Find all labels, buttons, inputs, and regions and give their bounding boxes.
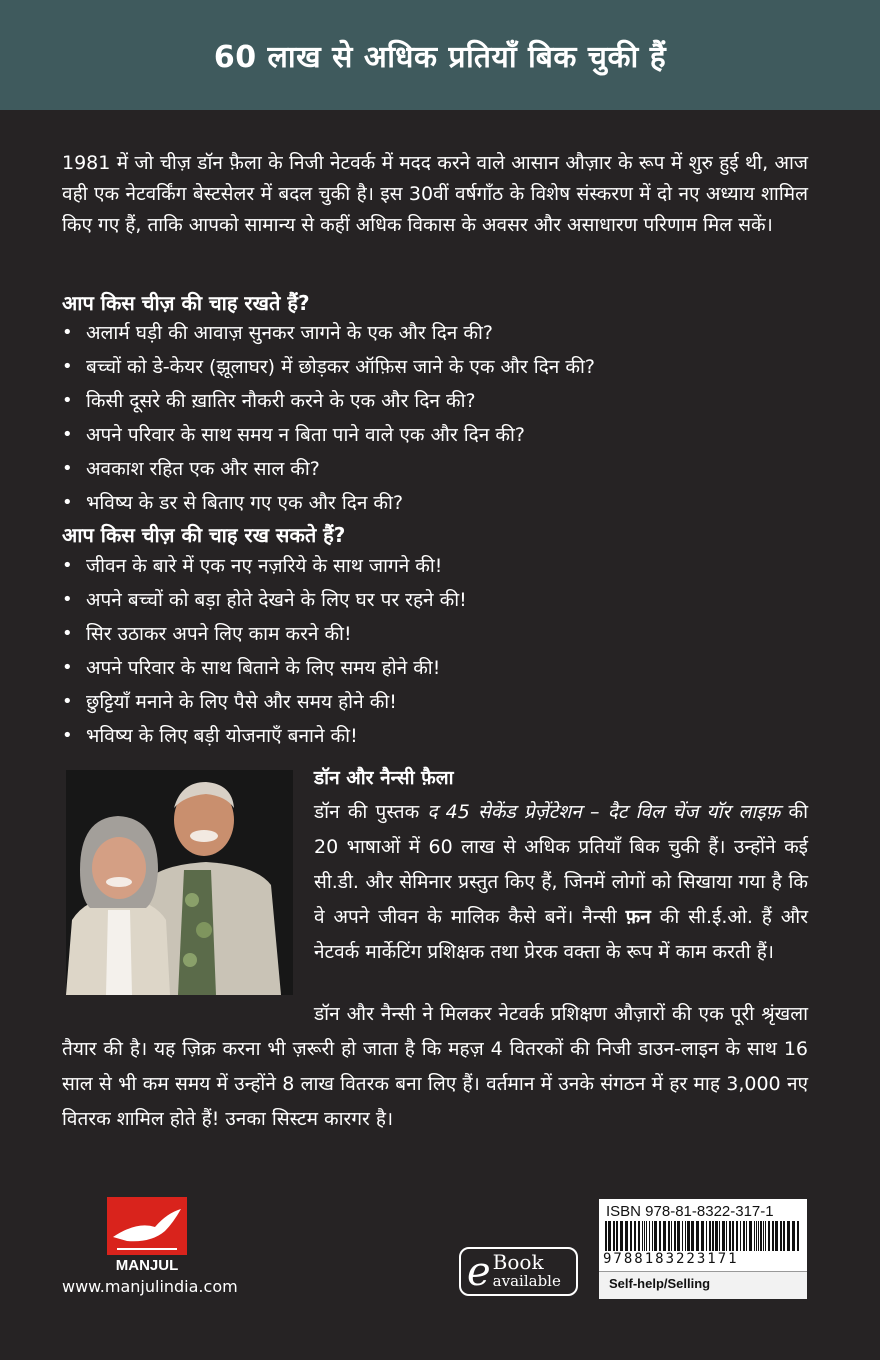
barcode-bar (696, 1221, 699, 1251)
bullet-icon: • (62, 623, 73, 644)
section1-item (62, 452, 595, 486)
closing-paragraph: डॉन और नैन्सी ने मिलकर नेटवर्क प्रशिक्षण औज़ारों की एक पूरी श्रृंखला तैयार की है। यह ज़िक्र करना भी ज़रूरी हो जाता है कि महज़ 4 वितरकों की निजी डाउन-लाइन के साथ 16 साल से भी कम समय में उन्होंने 8 लाख वितरक बना लिए हैं। वर्तमान में उनके संगठन में हर माह 3,000 नए वितरक शामिल होते हैं! उनका सिस्टम कारगर है। (62, 1003, 808, 1130)
section2-item (62, 583, 467, 617)
barcode-bar (638, 1221, 640, 1251)
author-name: डॉन और नैन्सी फ़ैला (314, 767, 454, 789)
barcode-bar (787, 1221, 790, 1251)
section1-item-text: अपने परिवार के साथ समय न बिता पाने वाले एक और दिन की? (86, 424, 525, 446)
barcode-bar (775, 1221, 778, 1251)
barcode-bar (772, 1221, 774, 1251)
section2-item-text: अपने परिवार के साथ बिताने के लिए समय होने की! (86, 657, 441, 679)
subject-label: Self-help/Selling (609, 1276, 711, 1291)
barcode-bar (613, 1221, 615, 1251)
barcode-bar (668, 1221, 670, 1251)
barcode-bar (654, 1221, 657, 1251)
barcode-bar (715, 1221, 718, 1251)
author-photo (66, 770, 293, 995)
bullet-icon: • (62, 725, 73, 746)
section2-item-text: सिर उठाकर अपने लिए काम करने की! (86, 623, 352, 645)
logo-text: MANJUL (115, 1257, 179, 1273)
section1-item (62, 316, 595, 350)
section2-item (62, 685, 467, 719)
top-banner (0, 0, 880, 110)
section1-item-text: अवकाश रहित एक और साल की? (86, 458, 320, 480)
barcode-bar (677, 1221, 680, 1251)
bullet-icon: • (62, 322, 73, 343)
section2-item-text: भविष्य के लिए बड़ी योजनाएँ बनाने की! (86, 725, 358, 747)
barcode-bar (706, 1221, 707, 1251)
section1-item (62, 350, 595, 384)
barcode-bar (740, 1221, 741, 1251)
barcode-bar (760, 1221, 762, 1251)
barcode-bar (691, 1221, 694, 1251)
section1-heading: आप किस चीज़ की चाह रखते हैं? (62, 291, 310, 315)
ebook-line2: available (492, 1271, 561, 1290)
barcode-bar (644, 1221, 645, 1251)
barcode-bar (746, 1221, 747, 1251)
bullet-icon: • (62, 589, 73, 610)
barcode-bar (685, 1221, 686, 1251)
barcode-bar (663, 1221, 666, 1251)
publisher-website[interactable]: www.manjulindia.com (62, 1277, 238, 1296)
section1-list (62, 316, 595, 520)
section2-item-text: छुट्टियाँ मनाने के लिए पैसे और समय होने की! (86, 691, 397, 713)
barcode-bar (743, 1221, 745, 1251)
isbn-text: ISBN 978-81-8322-317-1 (606, 1203, 774, 1220)
barcode-bar (701, 1221, 704, 1251)
barcode-bar (783, 1221, 785, 1251)
barcode-bar (625, 1221, 628, 1251)
section2-item-text: जीवन के बारे में एक नए नज़रिये के साथ जागने की! (86, 555, 443, 577)
section2-item-text: अपने बच्चों को बड़ा होते देखने के लिए घर पर रहने की! (86, 589, 467, 611)
barcode-bar (634, 1221, 636, 1251)
barcode-bar (768, 1221, 770, 1251)
section1-item-text: भविष्य के डर से बिताए गए एक और दिन की? (86, 492, 404, 514)
bullet-icon: • (62, 424, 73, 445)
section2-heading: आप किस चीज़ की चाह रख सकते हैं? (62, 523, 346, 547)
bullet-icon: • (62, 555, 73, 576)
section1-item-text: अलार्म घड़ी की आवाज़ सुनकर जागने के एक और दिन की? (86, 322, 493, 344)
barcode-bars (605, 1221, 801, 1251)
section2-item (62, 719, 467, 753)
bio-text-3: की सी.ई.ओ. हैं और नेटवर्क मार्केटिंग प्रशिक्षक तथा प्रेरक वक्ता के रूप में काम करती हैं। (314, 906, 809, 963)
author-bio (314, 795, 808, 970)
section1-item (62, 486, 595, 520)
bio-text-2: की 20 भाषाओं में 60 लाख से अधिक प्रतियाँ बिक चुकी हैं। उन्होंने कई सी.डी. और सेमिनार प्रस्तुत किए हैं, जिनमें लोगों को सिखाया गया है कि वे अपने जीवन के मालिक कैसे बनें। नैन्सी (314, 801, 808, 928)
barcode-bar (726, 1221, 727, 1251)
book-title: द 45 सेकेंड प्रेज़ेंटेशन – दैट विल चेंज यॉर लाइफ़ (427, 801, 781, 823)
barcode-bar (620, 1221, 623, 1251)
bullet-icon: • (62, 390, 73, 411)
bullet-icon: • (62, 657, 73, 678)
barcode-bar (649, 1221, 650, 1251)
barcode-bar (605, 1221, 607, 1251)
barcode-bar (671, 1221, 672, 1251)
barcode-bar (719, 1221, 720, 1251)
barcode-bar (682, 1221, 683, 1251)
bullet-icon: • (62, 458, 73, 479)
barcode-bar (754, 1221, 755, 1251)
barcode-bar (616, 1221, 618, 1251)
barcode-bar (712, 1221, 714, 1251)
barcode-bar (709, 1221, 711, 1251)
barcode-block (599, 1199, 807, 1298)
barcode-bar (722, 1221, 725, 1251)
barcode-bar (608, 1221, 611, 1251)
barcode-bar (642, 1221, 643, 1251)
section1-item (62, 418, 595, 452)
bio-text-1: डॉन की पुस्तक (314, 801, 428, 823)
barcode-bar (749, 1221, 752, 1251)
bullet-icon: • (62, 356, 73, 377)
section1-item-text: किसी दूसरे की ख़ातिर नौकरी करने के एक और दिन की? (86, 390, 476, 412)
barcode-bar (652, 1221, 653, 1251)
section1-item-text: बच्चों को डे-केयर (झूलाघर) में छोड़कर ऑफ़िस जाने के एक और दिन की? (86, 356, 595, 378)
barcode-bar (797, 1221, 799, 1251)
barcode-bar (763, 1221, 764, 1251)
barcode-bar (758, 1221, 759, 1251)
barcode-bar (630, 1221, 632, 1251)
barcode-bar (765, 1221, 766, 1251)
manjul-logo (107, 1197, 187, 1273)
section2-item (62, 549, 467, 583)
barcode-bar (646, 1221, 647, 1251)
banner-title: 60 लाख से अधिक प्रतियाँ बिक चुकी हैं (213, 39, 667, 75)
bullet-icon: • (62, 492, 73, 513)
barcode-digits: 9788183223171 (603, 1251, 739, 1267)
barcode-bar (674, 1221, 676, 1251)
barcode-bar (792, 1221, 795, 1251)
section1-item (62, 384, 595, 418)
barcode-bar (736, 1221, 738, 1251)
barcode-bar (659, 1221, 661, 1251)
section2-item (62, 617, 467, 651)
bio-bold: फ़न (625, 906, 651, 928)
barcode-bar (687, 1221, 690, 1251)
bullet-icon: • (62, 691, 73, 712)
barcode-bar (780, 1221, 782, 1251)
section2-list (62, 549, 467, 753)
ebook-line1: Book (492, 1249, 544, 1274)
ebook-badge (459, 1247, 578, 1296)
section2-item (62, 651, 467, 685)
barcode-bar (732, 1221, 734, 1251)
intro-paragraph: 1981 में जो चीज़ डॉन फ़ैला के निजी नेटवर्क में मदद करने वाले आसान औज़ार के रूप में शुरु हुई थी, आज वही एक नेटवर्किंग बेस्टसेलर में बदल चुकी है। इस 30वीं वर्षगाँठ के विशेष संस्करण में दो नए अध्याय शामिल किए गए हैं, ताकि आपको सामान्य से कहीं अधिक विकास के अवसर और असाधारण परिणाम मिल सकें। (62, 152, 808, 236)
ebook-e-icon: e (467, 1248, 491, 1295)
barcode-bar (729, 1221, 731, 1251)
barcode-bar (756, 1221, 757, 1251)
